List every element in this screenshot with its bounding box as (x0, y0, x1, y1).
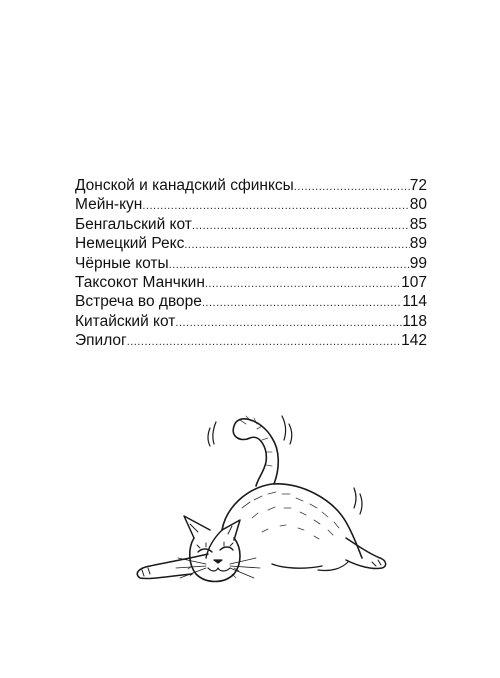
toc-entry (75, 254, 427, 273)
toc-entry-page: 72 (409, 177, 427, 194)
toc-entry-title: Встреча во дворе (75, 293, 202, 311)
toc-leader-dots (202, 294, 402, 311)
cat-eye-right (220, 547, 233, 550)
toc-entry-title: Китайский кот (75, 312, 176, 330)
toc-entry-page: 107 (401, 273, 427, 291)
toc-entry (75, 273, 427, 292)
toc-leader-dots (184, 236, 409, 253)
toc-entry-title: Эпилог (75, 332, 127, 350)
cat-mouth (208, 568, 230, 571)
toc-entry-page: 99 (409, 254, 427, 272)
toc-entry-page: 80 (409, 196, 427, 214)
toc-entry-title: Таксокот Манчкин (75, 273, 205, 291)
toc-entry-page: 89 (409, 235, 427, 253)
toc-entry-title: Донской и канадский сфинксы (75, 177, 294, 194)
cat-ear-right (222, 520, 240, 540)
toc-entry (75, 292, 427, 311)
toc-entry (75, 331, 427, 350)
cat-eye-left (198, 549, 212, 552)
cat-nose (214, 560, 222, 563)
table-of-contents (75, 176, 427, 351)
toc-entry-page: 85 (409, 215, 427, 233)
cat-body (222, 484, 362, 558)
toc-entry (75, 176, 427, 195)
stretching-cat-illustration (122, 398, 392, 608)
toc-entry (75, 195, 427, 214)
toc-entry-page: 114 (402, 293, 427, 311)
toc-leader-dots (294, 178, 410, 195)
cat-tail (233, 419, 278, 486)
toc-entry-page: 118 (402, 312, 427, 330)
toc-leader-dots (127, 333, 401, 350)
toc-entry (75, 312, 427, 331)
motion-lines (208, 416, 362, 514)
toc-entry-title: Мейн-кун (75, 196, 143, 214)
cat-ear-left (184, 516, 210, 538)
cat-back-leg (346, 538, 386, 569)
toc-leader-dots (205, 275, 401, 292)
toc-entry (75, 234, 427, 253)
toc-entry-page: 142 (401, 332, 427, 350)
toc-leader-dots (142, 197, 409, 214)
toc-entry-title: Немецкий Рекс (75, 235, 185, 253)
toc-leader-dots (169, 256, 410, 273)
toc-entry (75, 215, 427, 234)
toc-entry-title: Бенгальский кот (75, 215, 192, 233)
toc-leader-dots (175, 314, 402, 331)
toc-entry-title: Чёрные коты (75, 254, 169, 272)
toc-leader-dots (192, 217, 410, 234)
